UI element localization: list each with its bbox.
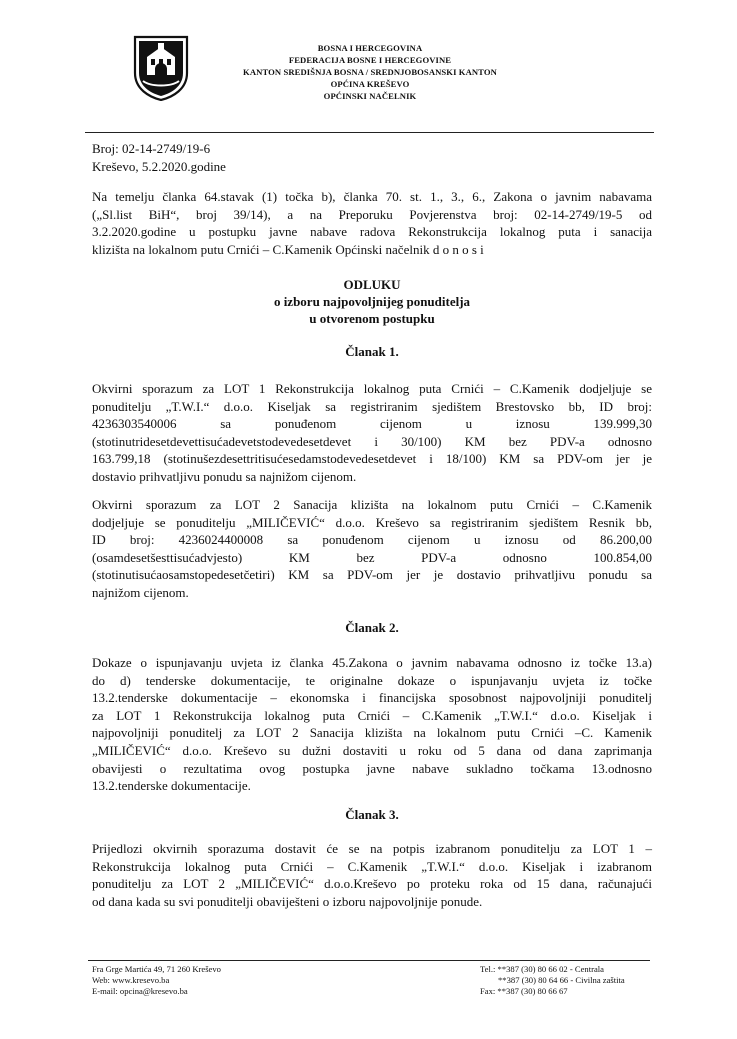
text-line: dodjeljuje se ponuditelju „MILIČEVIĆ“ d.o.o. Kreševo sa registriranim sjedištem Resnik bb, xyxy=(92,514,652,530)
article-1-paragraph-1 xyxy=(92,380,652,486)
document-place-date: Kreševo, 5.2.2020.godine xyxy=(92,159,226,174)
text-line: ponuditelju za LOT 2 „MILIČEVIĆ“ d.o.o.Kreševo po proteku roka od 15 dana, računajući xyxy=(92,876,652,892)
article-1-title: Članak 1. xyxy=(345,344,399,359)
municipality-emblem xyxy=(133,35,189,101)
article-1-paragraph-2 xyxy=(92,496,652,602)
text-line: (stotinutisućaosamstopedesetčetiri) KM sa PDV-om jer je dostavio prihvatljivu ponudu sa xyxy=(92,567,652,583)
text-line: klizišta na lokalnom putu Crnići – C.Kamenik Općinski načelnik d o n o s i xyxy=(92,241,484,257)
text-line: Okvirni sporazum za LOT 2 Sanacija klizišta na lokalnom putu Crnići – C.Kamenik xyxy=(92,497,652,512)
text-line: do d) tenderske dokumentacije, te originalne dokaze o ispunjavanju uvjeta iz točke xyxy=(92,672,652,688)
text-line: dostavio prihvatljivu ponudu sa najnižom cijenom. xyxy=(92,468,357,484)
text-line: od dana kada su svi ponuditelji obaviješteni o izboru najpovoljnije ponude. xyxy=(92,893,483,909)
text-line: 13.2.tenderske dokumentacije. xyxy=(92,778,251,794)
header-municipality: OPĆINA KREŠEVO xyxy=(330,79,410,89)
text-line: Dokaze o ispunjavanju uvjeta iz članka 45.Zakona o javnim nabavama odnosno iz točke 13.a) xyxy=(92,655,652,670)
text-line: ID broj: 4236024400008 sa ponuđenom cijenom u iznosu od 86.200,00 xyxy=(92,532,652,548)
text-line: („Sl.list BiH“, broj 39/14), a na Preporuku Povjerenstva broj: 02-14-2749/19-5 od xyxy=(92,206,652,222)
header-office: OPĆINSKI NAČELNIK xyxy=(323,91,417,101)
text-line: Prijedlozi okvirnih sporazuma dostavit će se na potpis izabranom ponuditelju za LOT 1 – xyxy=(92,841,652,856)
text-line: najnižom cijenom. xyxy=(92,584,189,600)
article-3-title: Članak 3. xyxy=(345,807,399,822)
intro-paragraph xyxy=(92,188,652,258)
text-line: „MILIČEVIĆ“ d.o.o. Kreševo su dužni dostaviti u roku od 5 dana od dana zaprimanja xyxy=(92,742,652,758)
footer-email: E-mail: opcina@kresevo.ba xyxy=(92,986,188,996)
header-federation: FEDERACIJA BOSNE I HERCEGOVINE xyxy=(288,55,452,65)
footer-address: Fra Grge Martića 49, 71 260 Kreševo xyxy=(92,964,221,974)
decision-title: ODLUKU xyxy=(343,277,401,292)
text-line: najpovoljniji ponuditelj za LOT 2 Sanacija klizišta na lokalnom putu Crnići –C. Kamenik xyxy=(92,725,652,741)
text-line: Rekonstrukcija lokalnog puta Crnići – C.Kamenik „T.W.I.“ d.o.o. Kiseljak i izabranom xyxy=(92,858,652,874)
text-line: Na temelju članka 64.stavak (1) točka b), članka 70. st. 1., 3., 6., Zakona o javnim nabavama xyxy=(92,189,652,204)
text-line: 3.2.2020.godine u postupku javne nabave radova Rekonstrukcija lokalnog puta i sanacija xyxy=(92,224,652,240)
footer-fax: Fax: **387 (30) 80 66 67 xyxy=(480,986,568,996)
text-line: (stotinutridesetdevettisućadevetstodevedesetdevet i 30/100) KM bez PDV-a odnosno xyxy=(92,433,652,449)
document-number: Broj: 02-14-2749/19-6 xyxy=(92,141,211,156)
text-line: ponuditelju „T.W.I.“ d.o.o. Kiseljak sa registriranim sjedištem Brestovsko bb, ID broj: xyxy=(92,398,652,414)
text-line: 13.2.tenderske dokumentacije – ekonomska i financijska sposobnost najpovoljniji ponuditelj xyxy=(92,690,652,706)
header-country: BOSNA I HERCEGOVINA xyxy=(317,43,423,53)
footer-phone-civil: **387 (30) 80 64 66 - Civilna zaštita xyxy=(498,975,625,985)
text-line: (osamdesetšesttisućadvjesto) KM bez PDV-a odnosno 100.854,00 xyxy=(92,549,652,565)
footer-web: Web: www.kresevo.ba xyxy=(92,975,170,985)
footer-divider xyxy=(88,960,650,961)
article-2-paragraph xyxy=(92,654,652,795)
decision-subtitle-2: u otvorenom postupku xyxy=(309,311,435,326)
footer-phone-central: Tel.: **387 (30) 80 66 02 - Centrala xyxy=(480,964,604,974)
decision-subtitle: o izboru najpovoljnijeg ponuditelja xyxy=(273,294,471,309)
header-canton: KANTON SREDIŠNJA BOSNA / SREDNJOBOSANSKI KANTON xyxy=(243,67,497,77)
text-line: 4236303540006 sa ponuđenom cijenom u iznosu 139.999,30 xyxy=(92,416,652,432)
text-line: za LOT 1 Rekonstrukcija lokalnog puta Crnići – C.Kamenik „T.W.I.“ d.o.o. Kiseljak i xyxy=(92,707,652,723)
text-line: 163.799,18 (stotinušezdesettritisućesedamstodevedesetdevet i 18/100) KM sa PDV-om jer je xyxy=(92,451,652,467)
header-divider xyxy=(85,132,654,133)
article-3-paragraph xyxy=(92,840,652,910)
text-line: Okvirni sporazum za LOT 1 Rekonstrukcija lokalnog puta Crnići – C.Kamenik dodjeljuje se xyxy=(92,381,652,396)
text-line: obavijesti o rezultatima ovog postupka javne nabave sukladno točkama 13.odnosno xyxy=(92,760,652,776)
article-2-title: Članak 2. xyxy=(345,620,399,635)
